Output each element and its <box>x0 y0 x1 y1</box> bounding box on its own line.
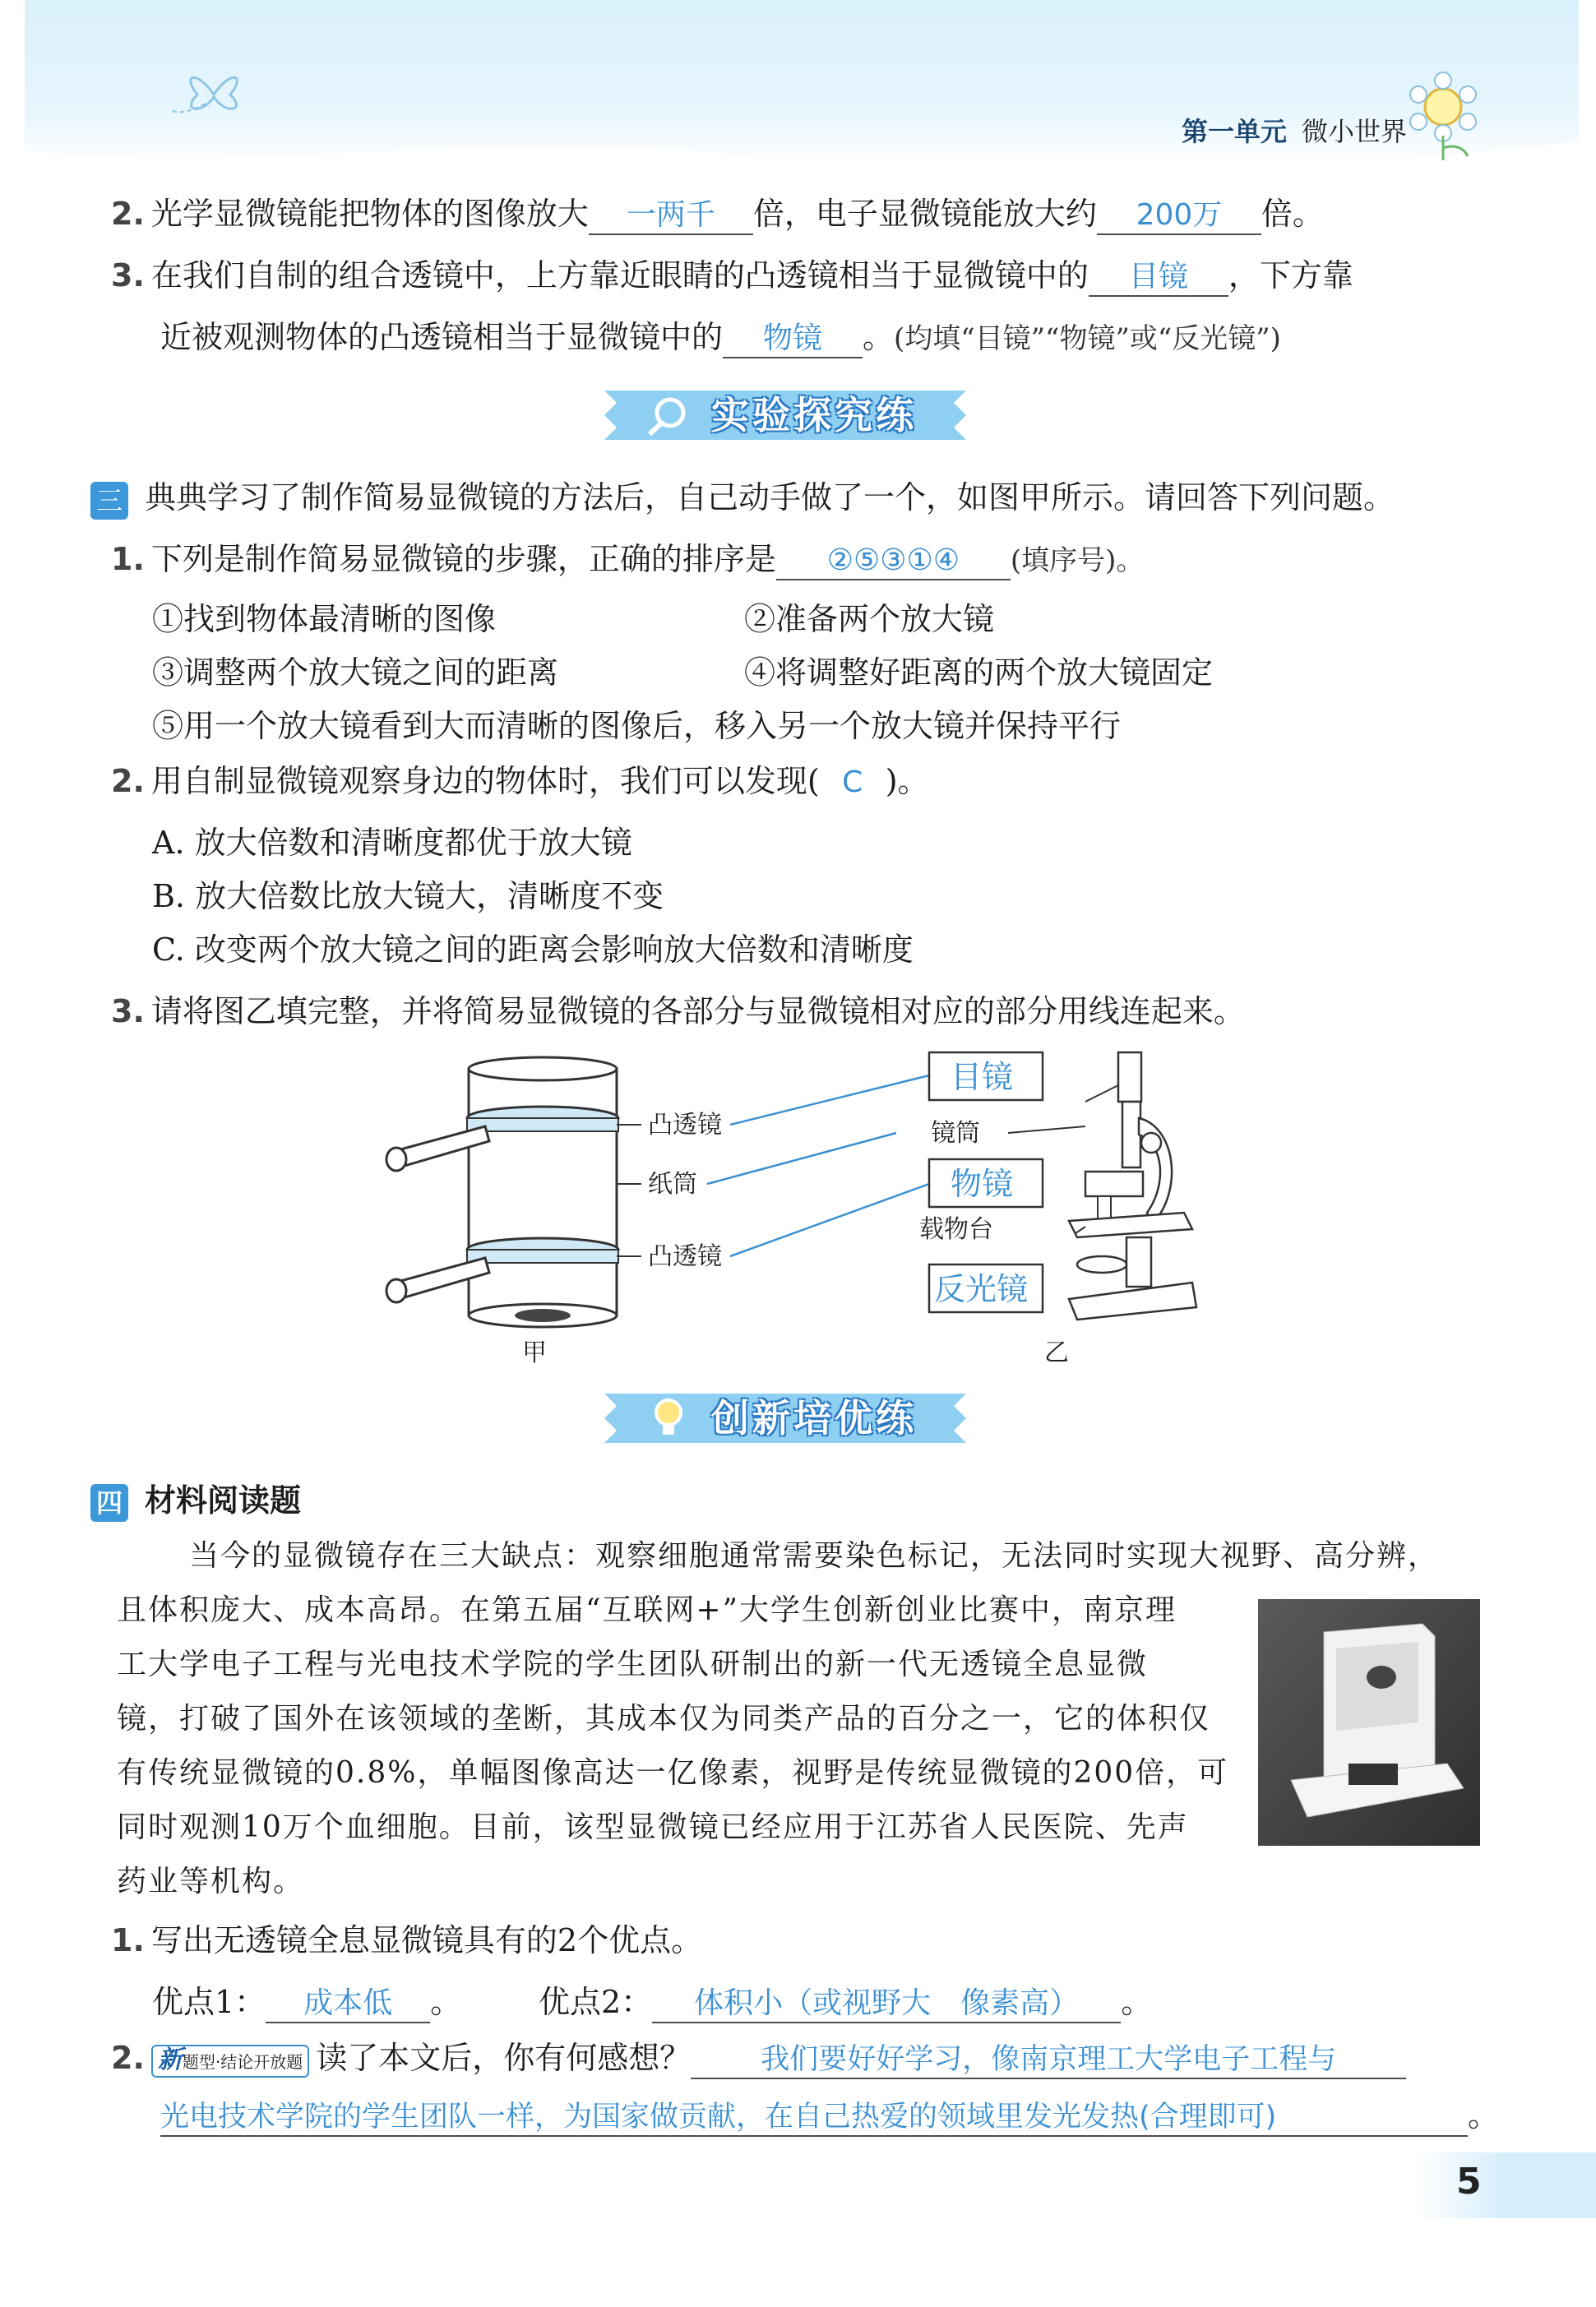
reading-line-5: 有传统显微镜的0.8%，单幅图像高达一亿像素，视野是传统显微镜的200倍，可 <box>117 1756 1229 1790</box>
caption-jia: 甲 <box>522 1338 547 1365</box>
answer-line-2: 光电技术学院的学生团队一样，为国家做贡献，在自己热爱的领域里发光发热(合理即可) <box>160 2099 1468 2137</box>
option-b: B. 放大倍数比放大镜大，清晰度不变 <box>152 878 664 914</box>
step-2: ②准备两个放大镜 <box>744 601 995 637</box>
label-paper-tube: 纸筒 <box>648 1170 697 1199</box>
s4-question-1: 1. 写出无透镜全息显微镜具有的2个优点。 <box>111 1922 703 1958</box>
s4-question-2-line2: 光电技术学院的学生团队一样，为国家做贡献，在自己热爱的领域里发光发热(合理即可) 。 <box>160 2095 1499 2137</box>
section-3-intro: 三 典典学习了制作简易显微镜的方法后，自己动手做了一个，如图甲所示。请回答下列问题。 <box>90 477 1395 520</box>
unit-number: 第一单元 <box>1181 116 1287 147</box>
label-stage: 载物台 <box>919 1215 993 1244</box>
s3-question-2: 2. 用自制显微镜观察身边的物体时，我们可以发现( C )。 <box>111 763 929 799</box>
banner-innovation <box>604 1389 966 1447</box>
step-5: ⑤用一个放大镜看到大而清晰的图像后，移入另一个放大镜并保持平行 <box>152 708 1122 744</box>
question-3-top: 3. 在我们自制的组合透镜中，上方靠近眼睛的凸透镜相当于显微镜中的 目镜 ，下方靠 <box>111 255 1353 297</box>
label-tube: 镜筒 <box>931 1119 980 1148</box>
option-c: C. 改变两个放大镜之间的距离会影响放大倍数和清晰度 <box>152 932 914 968</box>
reading-line-3: 工大学电子工程与光电技术学院的学生团队研制出的新一代无透镜全息显微 <box>117 1648 1149 1681</box>
section-3-badge: 三 <box>90 482 128 520</box>
label-convex-lens-bottom: 凸透镜 <box>648 1242 722 1271</box>
page-number-tab <box>1415 2152 1596 2218</box>
paper-tube-drawing <box>386 1057 641 1327</box>
reading-line-7: 药业等机构。 <box>117 1865 305 1898</box>
answer-blank: 目镜 <box>1089 259 1228 297</box>
unit-title <box>1182 111 1407 149</box>
reading-line-4: 镜，打破了国外在该领域的垄断，其成本仅为同类产品的百分之一，它的体积仅 <box>117 1702 1211 1736</box>
banner-experiment-text: 实验探究练 <box>711 393 917 437</box>
answer-blank: 一两千 <box>589 197 753 235</box>
butterfly-icon <box>164 66 255 123</box>
answer-choice: C <box>842 765 863 799</box>
option-a: A. 放大倍数和清晰度都优于放大镜 <box>152 825 632 861</box>
box-objective: 物镜 <box>951 1166 1014 1202</box>
unit-name: 微小世界 <box>1301 116 1407 147</box>
banner-innovation-text: 创新培优练 <box>711 1396 917 1440</box>
microscope-figure <box>362 1036 1200 1365</box>
answer-blank: 成本低 <box>266 1986 430 2023</box>
question-3-top-line2: 近被观测物体的凸透镜相当于显微镜中的 物镜 。(均填“目镜”“物镜”或“反光镜”) <box>160 317 1281 359</box>
holographic-microscope-photo <box>1258 1599 1480 1846</box>
label-convex-lens-top: 凸透镜 <box>648 1111 722 1140</box>
answer-blank: ②⑤③①④ <box>776 543 1011 580</box>
section-4-badge: 四 <box>90 1484 128 1522</box>
s3-question-3: 3. 请将图乙填完整，并将简易显微镜的各部分与显微镜相对应的部分用线连起来。 <box>111 993 1245 1029</box>
section-4-title: 四 材料阅读题 <box>90 1480 301 1522</box>
s3-question-1: 1. 下列是制作简易显微镜的步骤，正确的排序是 ②⑤③①④ (填序号)。 <box>111 539 1144 581</box>
box-mirror: 反光镜 <box>934 1271 1029 1307</box>
new-question-type-tag: 新题型·结论开放题 <box>151 2045 309 2078</box>
advantage-1: 优点1： 成本低 。 <box>152 1981 461 2023</box>
answer-blank: 200万 <box>1097 197 1261 235</box>
step-3: ③调整两个放大镜之间的距离 <box>152 654 559 691</box>
step-4: ④将调整好距离的两个放大镜固定 <box>744 654 1214 691</box>
flower-icon <box>1398 66 1488 164</box>
reading-line-6: 同时观测10万个血细胞。目前，该型显微镜已经应用于江苏省人民医院、先声 <box>117 1810 1189 1844</box>
reading-line-2: 且体积庞大、成本高昂。在第五届“互联网+”大学生创新创业比赛中，南京理 <box>117 1593 1177 1627</box>
advantage-2: 优点2： 体积小（或视野大 像素高） 。 <box>539 1981 1152 2023</box>
step-1: ①找到物体最清晰的图像 <box>152 601 497 637</box>
caption-yi: 乙 <box>1044 1338 1069 1365</box>
question-2-top: 2. 光学显微镜能把物体的图像放大 一两千 倍，电子显微镜能放大约 200万 倍。 <box>111 193 1324 235</box>
answer-line-1: 我们要好好学习，像南京理工大学电子工程与 <box>691 2041 1406 2079</box>
banner-experiment <box>604 386 966 444</box>
answer-blank: 物镜 <box>723 321 863 358</box>
box-eyepiece: 目镜 <box>951 1059 1014 1095</box>
page-number: 5 <box>1456 2161 1482 2203</box>
s4-question-2: 2. 新题型·结论开放题 读了本文后，你有何感想？ 我们要好好学习，像南京理工大学电子工程与 <box>111 2037 1406 2079</box>
answer-blank: 体积小（或视野大 像素高） <box>652 1986 1121 2023</box>
reading-line-1: 当今的显微镜存在三大缺点：观察细胞通常需要染色标记，无法同时实现大视野、高分辨， <box>189 1539 1440 1573</box>
